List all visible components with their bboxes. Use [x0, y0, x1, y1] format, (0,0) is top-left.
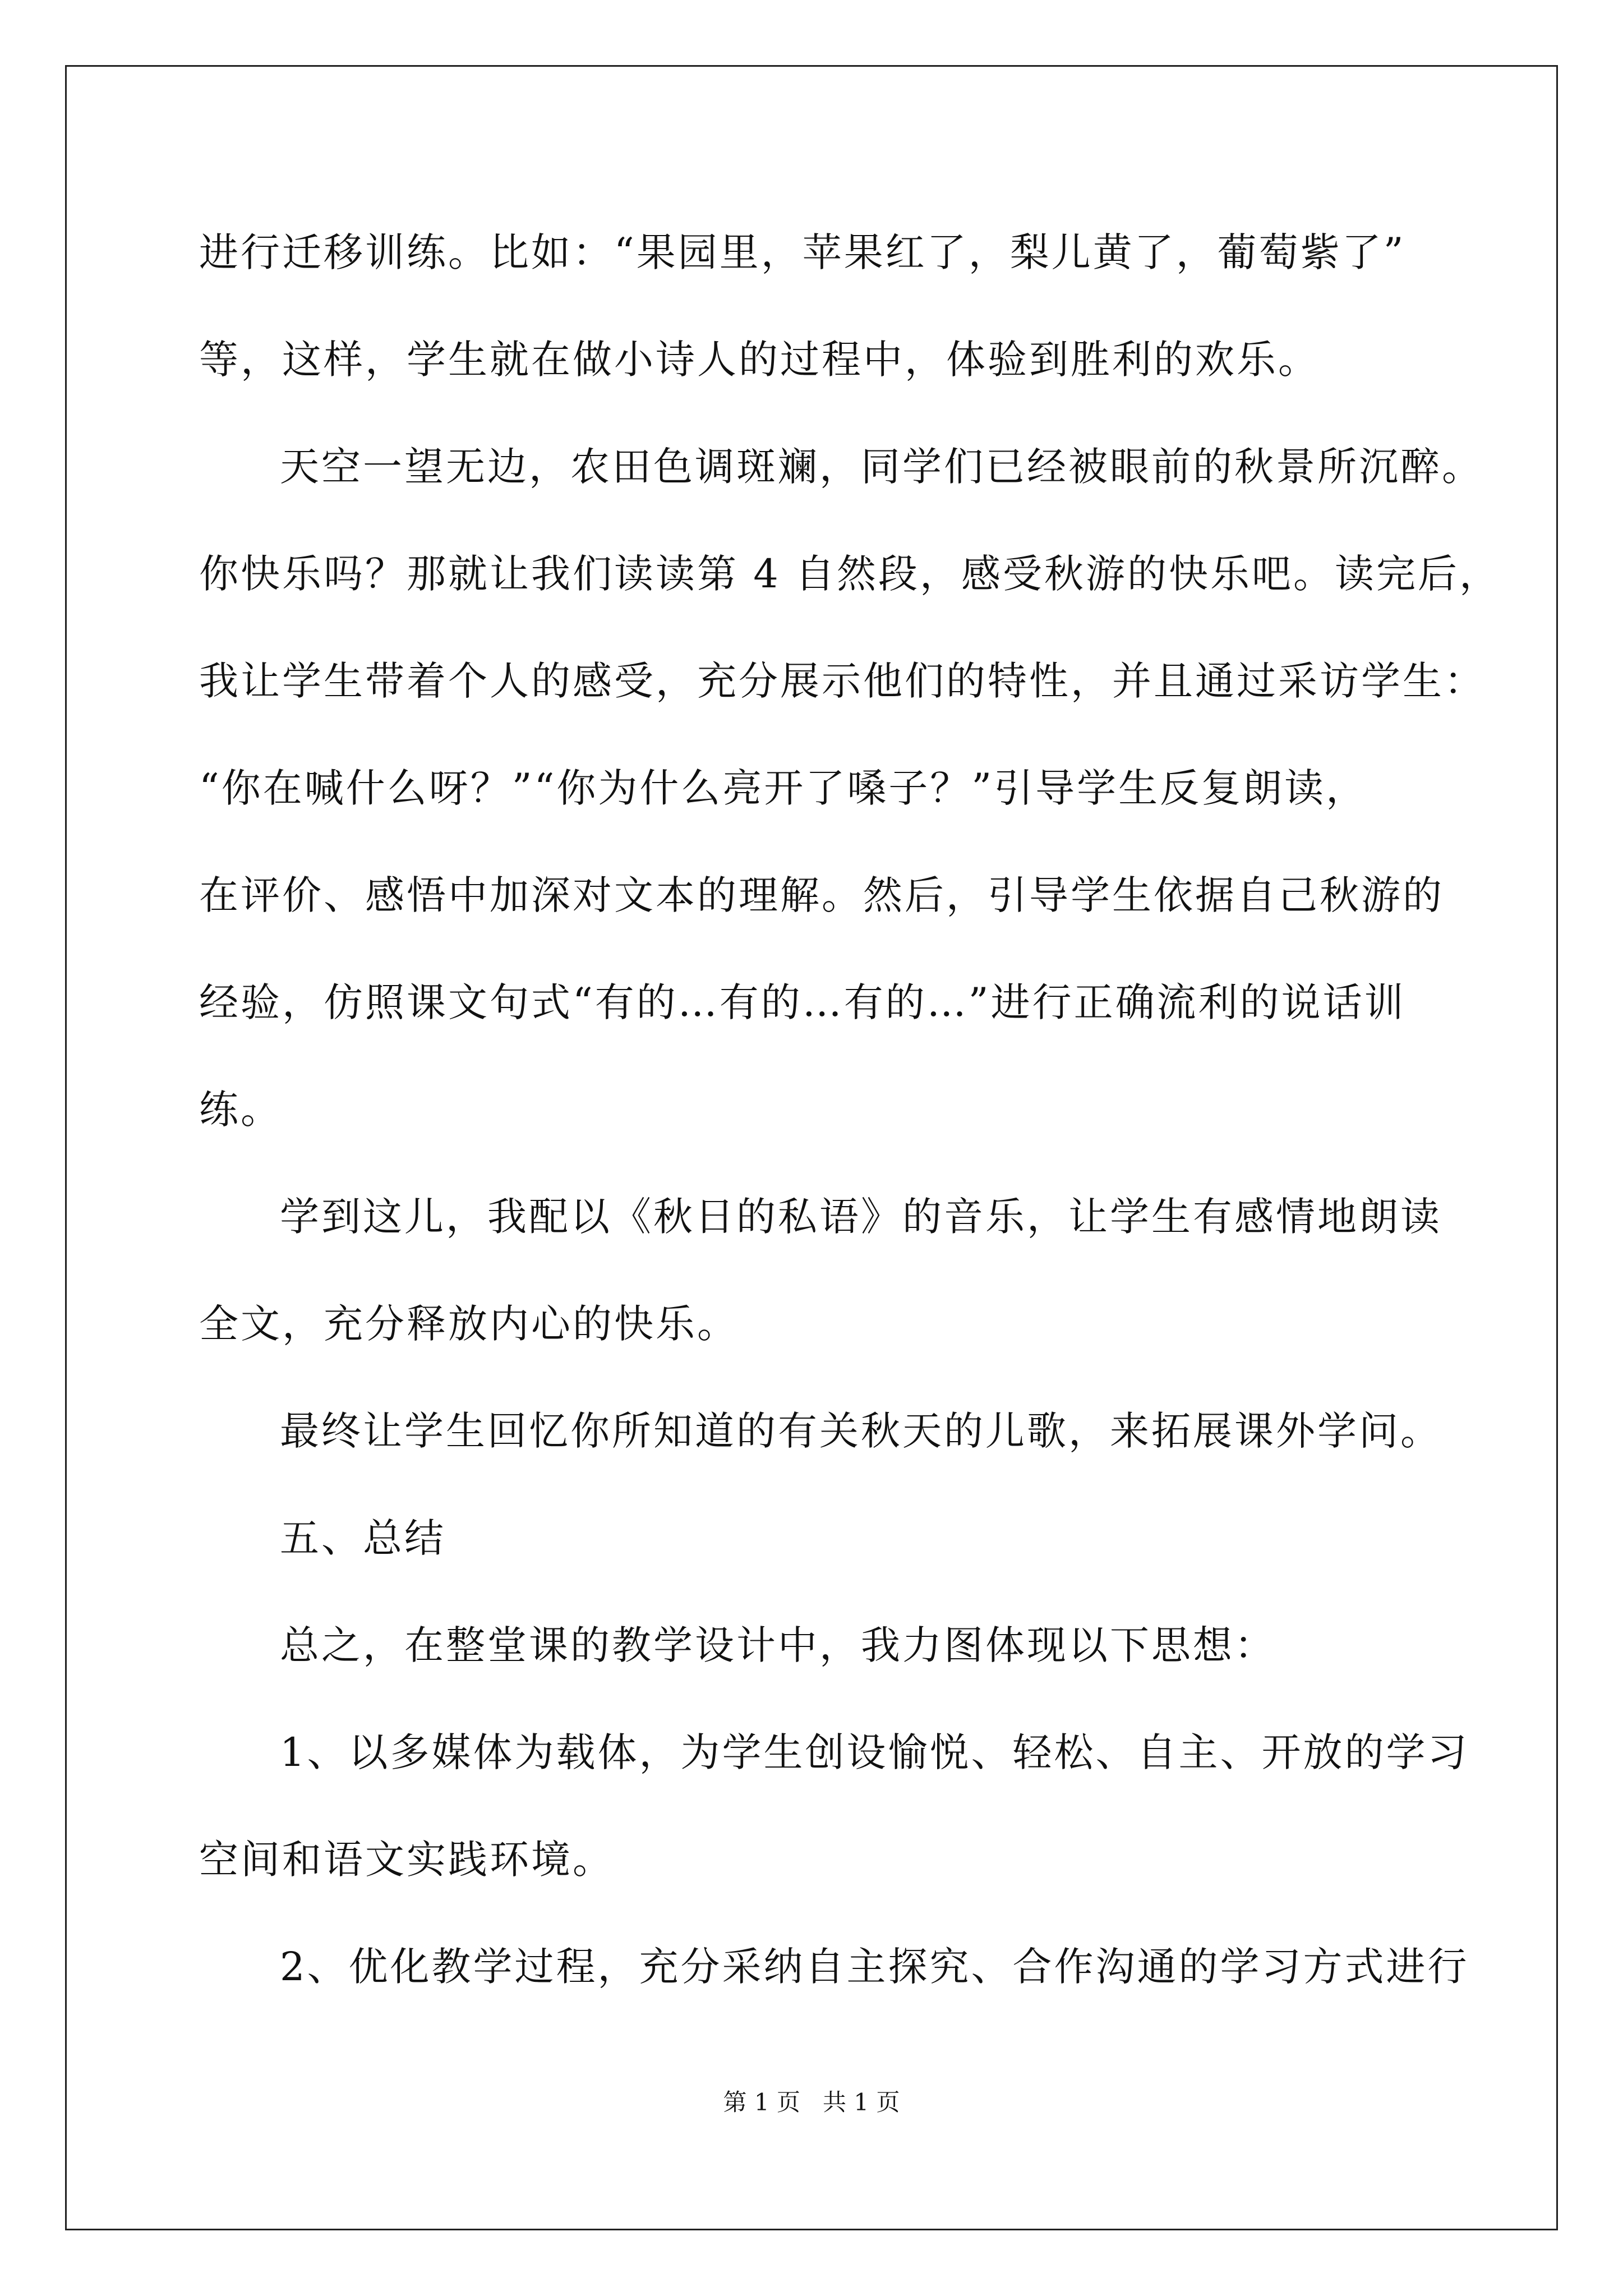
text-line: 2、优化教学过程，充分采纳自主探究、合作沟通的学习方式进行	[280, 1944, 1469, 1990]
section-heading: 五、总结	[280, 1515, 446, 1561]
text-line: 你快乐吗？那就让我们读读第 4 自然段，感受秋游的快乐吧。读完后，	[199, 551, 1501, 597]
text-line: 我让学生带着个人的感受，充分展示他们的特性，并且通过采访学生：	[199, 658, 1486, 704]
text-line: 练。	[199, 1087, 282, 1133]
text-line: 空间和语文实践环境。	[199, 1837, 614, 1883]
text-line: 等，这样，学生就在做小诗人的过程中，体验到胜利的欢乐。	[199, 337, 1320, 383]
text-line: 经验，仿照课文句式“有的…有的…有的…”进行正确流利的说话训	[199, 979, 1406, 1025]
text-line: 天空一望无边，农田色调斑斓，同学们已经被眼前的秋景所沉醉。	[280, 444, 1483, 490]
text-line: 全文，充分释放内心的快乐。	[199, 1301, 739, 1347]
document-body	[199, 199, 1501, 2021]
page-number-footer: 第 1 页 共 1 页	[723, 2088, 900, 2116]
text-line: 总之，在整堂课的教学设计中，我力图体现以下思想：	[280, 1622, 1276, 1668]
text-line: 进行迁移训练。比如：“果园里，苹果红了，梨儿黄了，葡萄紫了”	[199, 229, 1406, 275]
text-line: “你在喊什么呀？”“你为什么亮开了嗓子？”引导学生反复朗读，	[199, 765, 1368, 811]
text-line: 1、以多媒体为载体，为学生创设愉悦、轻松、自主、开放的学习	[280, 1729, 1469, 1775]
text-line: 在评价、感悟中加深对文本的理解。然后，引导学生依据自己秋游的	[199, 872, 1444, 918]
text-line: 最终让学生回忆你所知道的有关秋天的儿歌，来拓展课外学问。	[280, 1408, 1442, 1454]
text-line: 学到这儿，我配以《秋日的私语》的音乐，让学生有感情地朗读	[280, 1194, 1442, 1240]
